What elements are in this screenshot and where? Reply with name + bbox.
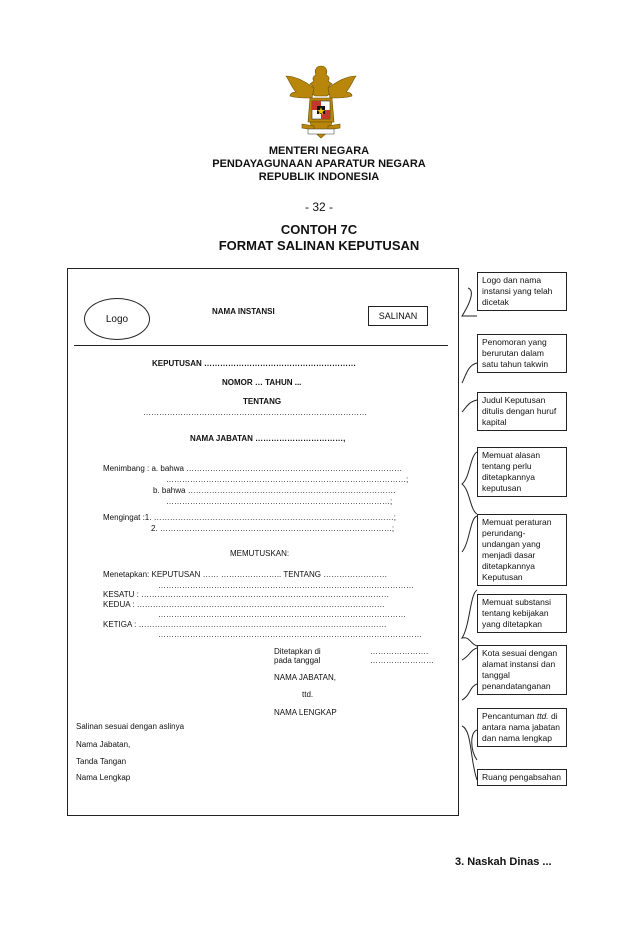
jabatan-line: NAMA JABATAN ……………………………, — [190, 434, 346, 443]
title-contoh: CONTOH 7C — [280, 222, 358, 237]
auth-jabatan: Nama Jabatan, — [76, 740, 131, 749]
note-ttd: Pencantuman ttd. di antara nama jabatan dan nama lengkap — [477, 708, 567, 747]
auth-nama: Nama Lengkap — [76, 773, 131, 782]
note-judul: Judul Keputusan ditulis dengan huruf kapital — [477, 392, 567, 431]
kop-divider — [74, 345, 448, 346]
menimbang-a: Menimbang : a. bahwa ……………………………………………………………………… — [103, 464, 403, 473]
header-line2: PENDAYAGUNAAN APARATUR NEGARA — [212, 158, 426, 170]
keputusan-line: KEPUTUSAN ………………………………………………… — [152, 359, 357, 368]
tentang-dots: ………………………………………………………………………… — [143, 408, 367, 417]
footer-next: 3. Naskah Dinas ... — [455, 856, 552, 868]
header-line1: MENTERI NEGARA — [268, 145, 370, 157]
ketiga-line2: ……………………………………………………………………………………… — [158, 630, 422, 639]
note-substansi: Memuat substansi tentang kebijakan yang ditetapkan — [477, 594, 567, 633]
memutuskan-label: MEMUTUSKAN: — [230, 549, 290, 558]
tentang-label: TENTANG — [243, 397, 282, 406]
logo-placeholder: Logo — [84, 298, 150, 340]
note-connectors — [440, 260, 480, 820]
note-peraturan: Memuat peraturan perundang-undangan yang menjadi dasar ditetapkannya Keputusan — [477, 514, 567, 586]
ketiga-line: KETIGA : ………………………………………………………………………………… — [103, 620, 387, 629]
signer-nama: NAMA LENGKAP — [274, 708, 337, 717]
ditetapkan-di-dots: …………………. — [370, 647, 429, 656]
salinan-box: SALINAN — [368, 306, 428, 326]
signer-ttd: ttd. — [302, 690, 314, 699]
note-penomoran: Penomoran yang berurutan dalam satu tahun takwin — [477, 334, 567, 373]
mengingat-1: Mengingat :1. ………………………………………………………………………………; — [103, 513, 396, 522]
note-alasan: Memuat alasan tentang perlu ditetapkannya keputusan — [477, 447, 567, 497]
menimbang-b: b. bahwa …………………………………………………………………… — [153, 486, 396, 495]
instansi-name: NAMA INSTANSI — [212, 307, 275, 316]
header-line3: REPUBLIK INDONESIA — [258, 171, 380, 183]
nomor-line: NOMOR … TAHUN ... — [222, 378, 302, 387]
menetapkan-line2: …………………………………………………………………………………… — [158, 581, 414, 590]
pada-tanggal: pada tanggal — [274, 656, 321, 665]
kedua-line: KEDUA : ………………………………………………………………………………… — [103, 600, 385, 609]
note-kota: Kota sesuai dengan alamat instansi dan tanggal penandatanganan — [477, 645, 567, 695]
signer-jabatan: NAMA JABATAN, — [274, 673, 336, 682]
kedua-line2: ………………………………………………………………………………… — [158, 610, 406, 619]
page-number: - 32 - — [304, 200, 333, 214]
mengingat-2: 2. ……………………………………………………………………………; — [151, 524, 395, 533]
menimbang-b2: …………………………………………………………………………; — [166, 497, 393, 506]
ditetapkan-di: Ditetapkan di — [274, 647, 321, 656]
form-frame — [67, 268, 459, 816]
menimbang-a2: ………………………………………………………………………………; — [166, 475, 409, 484]
note-pengabsahan: Ruang pengabsahan — [477, 769, 567, 786]
pada-tanggal-dots: …………………… — [370, 656, 434, 665]
salinan-sesuai: Salinan sesuai dengan aslinya — [76, 722, 185, 731]
garuda-emblem-icon — [280, 62, 362, 142]
note-logo: Logo dan nama instansi yang telah dicetak — [477, 272, 567, 311]
kesatu-line: KESATU : ………………………………………………………………………………… — [103, 590, 390, 599]
title-format: FORMAT SALINAN KEPUTUSAN — [218, 238, 420, 253]
menetapkan-line: Menetapkan: KEPUTUSAN …… ………………….. TENTANG …………………… — [103, 570, 388, 579]
auth-tanda-tangan: Tanda Tangan — [76, 757, 127, 766]
